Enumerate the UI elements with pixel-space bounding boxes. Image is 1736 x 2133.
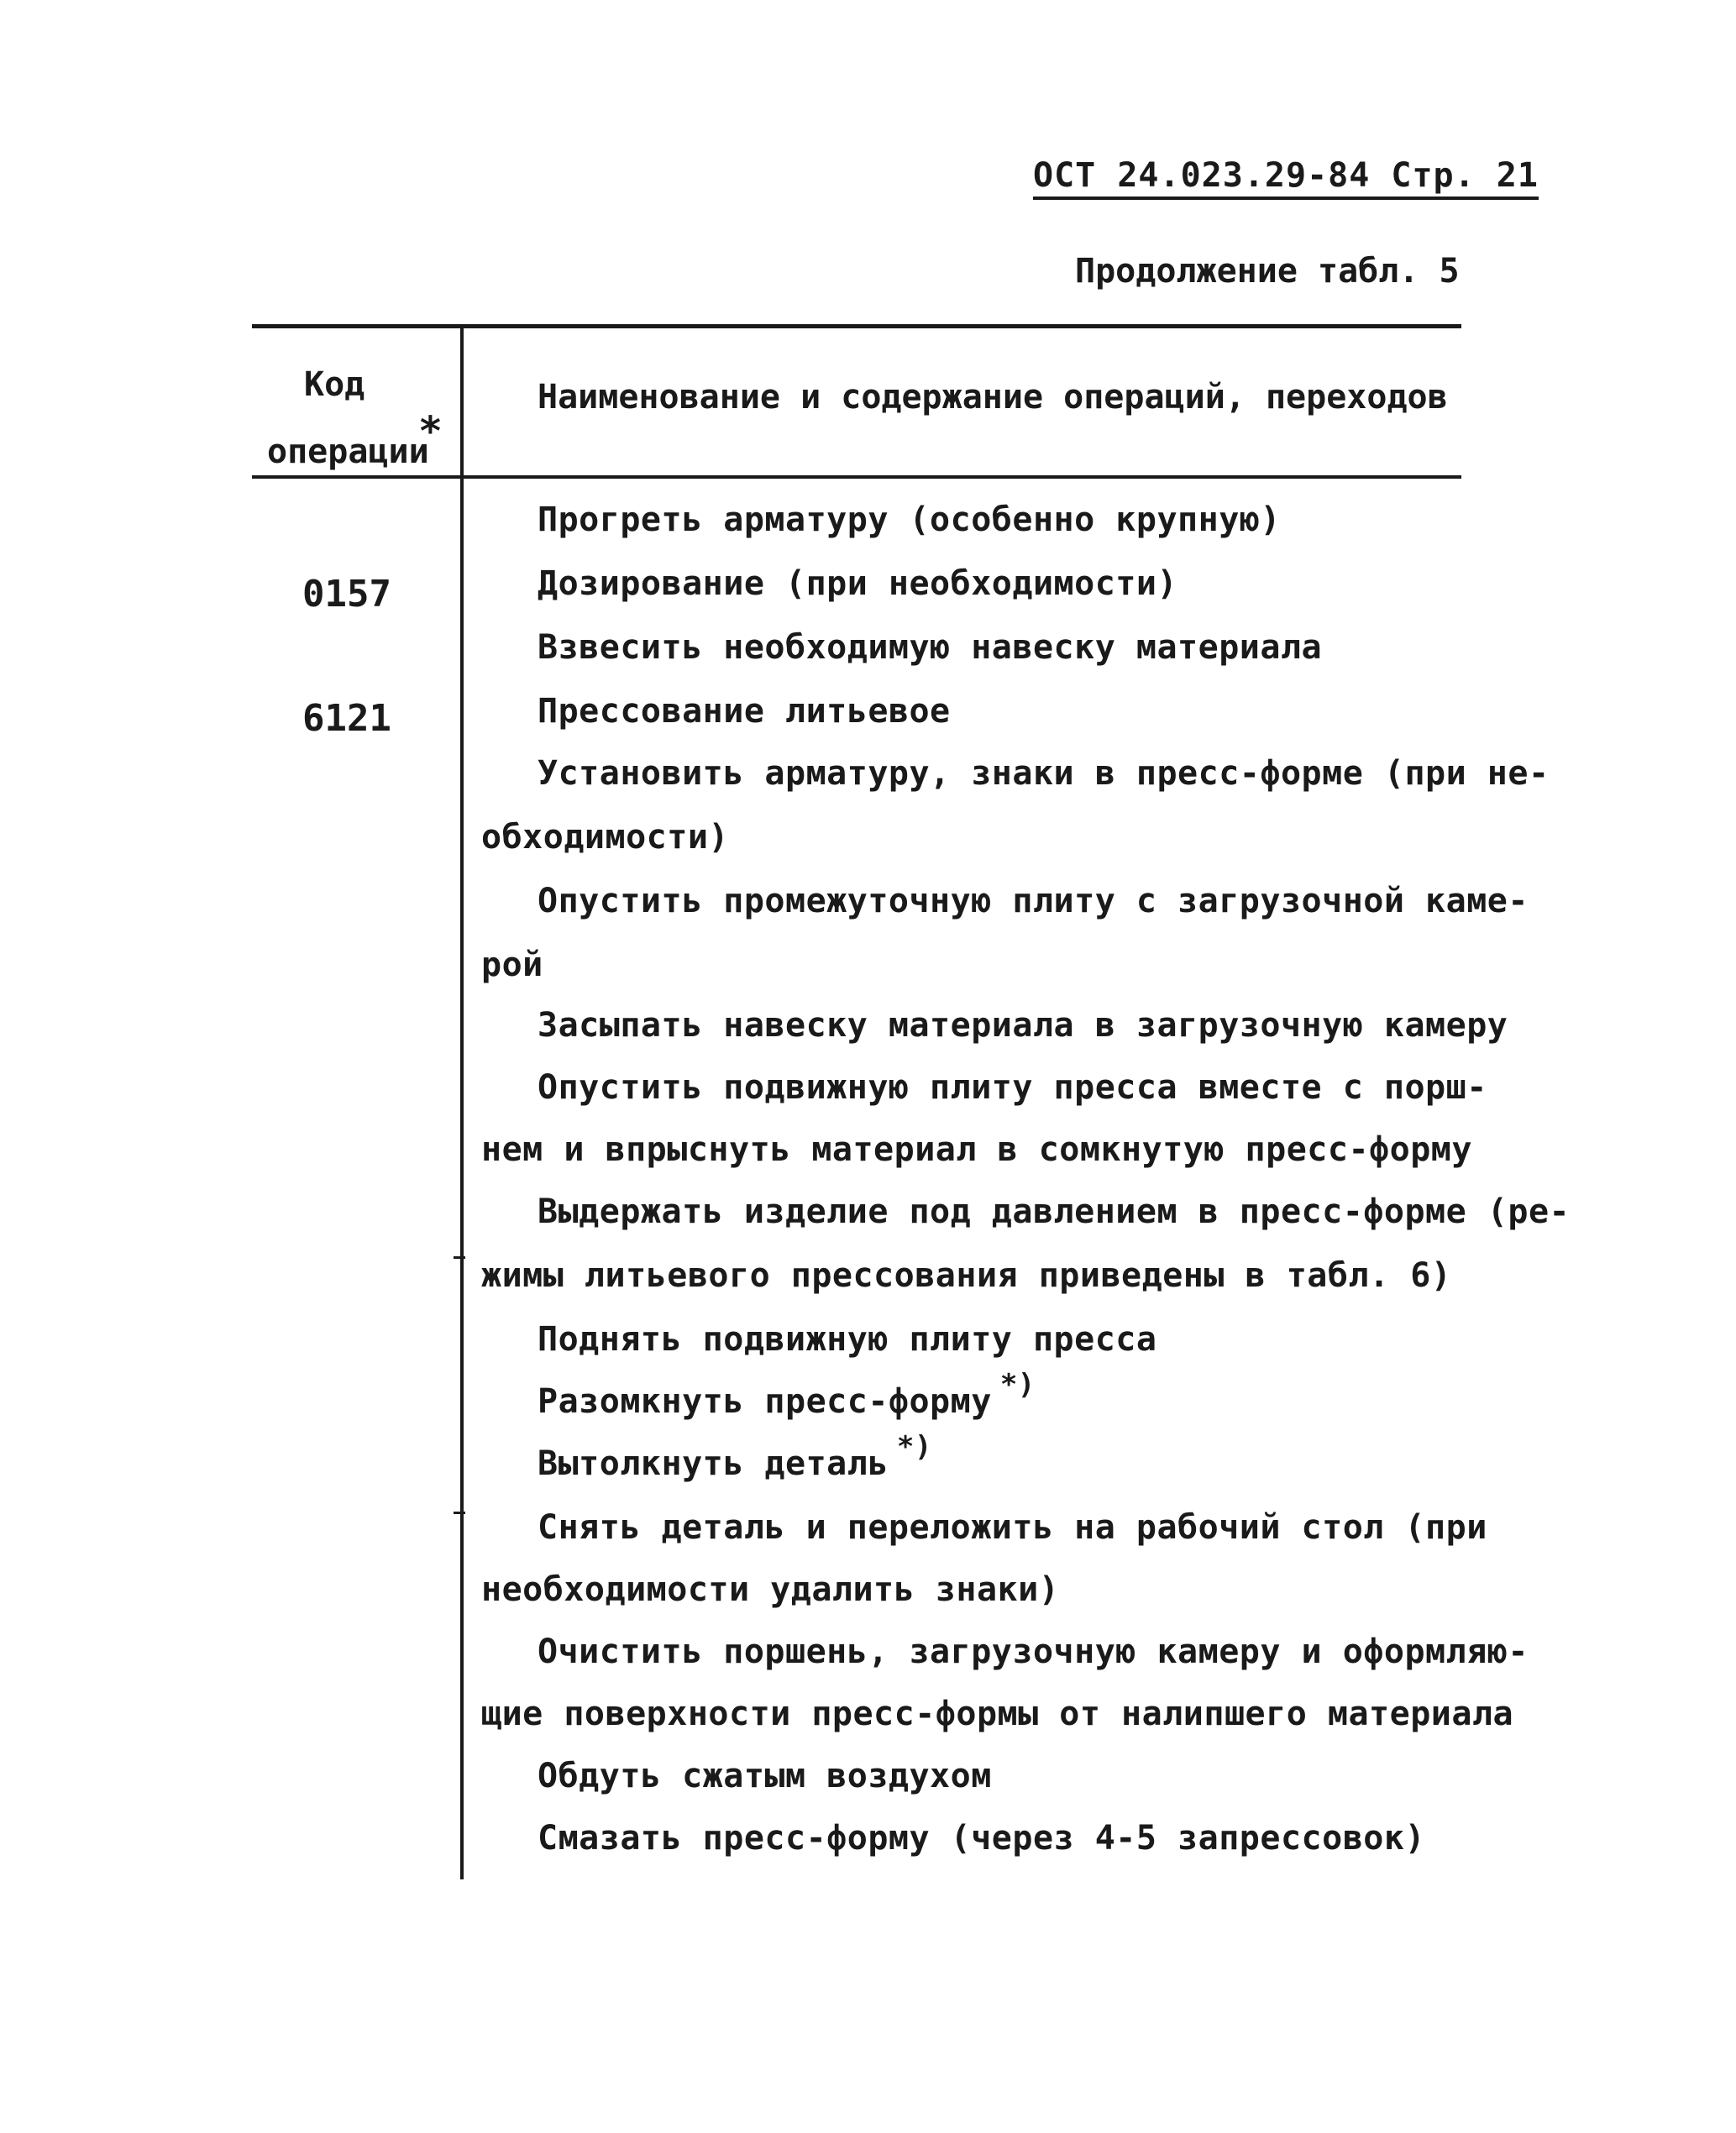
- table-continuation-label: Продолжение табл. 5: [1075, 252, 1460, 291]
- margin-tick: [454, 1512, 465, 1514]
- table-text-line: щие поверхности пресс-формы от налипшего материала: [481, 1695, 1514, 1733]
- table-text-line: Очистить поршень, загрузочную камеру и оформляю-: [538, 1633, 1529, 1671]
- table-text-line: жимы литьевого прессования приведены в табл. 6): [481, 1256, 1452, 1295]
- column-header-code-line1: Код: [304, 365, 365, 404]
- table-text-line: необходимости удалить знаки): [481, 1570, 1060, 1609]
- table-text-line: рой: [481, 946, 543, 984]
- column-header-code-line2: операции: [267, 432, 429, 471]
- table-text-line: Установить арматуру, знаки в пресс-форме (при не-: [538, 754, 1550, 793]
- table-text-line: Снять деталь и переложить на рабочий стол (при: [538, 1508, 1487, 1547]
- table-text-line: Разомкнуть пресс-форму: [538, 1382, 992, 1421]
- table-text-line: Опустить подвижную плиту пресса вместе с порш-: [538, 1068, 1487, 1107]
- table-text-line: Взвесить необходимую навеску материала: [538, 628, 1323, 667]
- margin-tick: [454, 1256, 465, 1259]
- table-text-line: Прессование литьевое: [538, 692, 951, 731]
- table-text-line: Обдуть сжатым воздухом: [538, 1757, 992, 1795]
- table-text-line: Засыпать навеску материала в загрузочную камеру: [538, 1006, 1508, 1045]
- table-top-rule: [252, 324, 1461, 328]
- table-text-line: нем и впрыснуть материал в сомкнутую пресс-форму: [481, 1130, 1472, 1169]
- table-text-line: обходимости): [481, 818, 729, 857]
- table-column-divider: [460, 326, 464, 1879]
- table-text-line: Смазать пресс-форму (через 4-5 запрессовок): [538, 1819, 1426, 1858]
- table-text-line: Опустить промежуточную плиту с загрузочной каме-: [538, 882, 1529, 920]
- footnote-mark: *): [999, 1368, 1036, 1402]
- operation-code: 6121: [302, 697, 391, 740]
- column-header-name: Наименование и содержание операций, переходов: [538, 378, 1448, 417]
- footnote-asterisk: *: [418, 408, 443, 455]
- table-text-line: Выдержать изделие под давлением в пресс-форме (ре-: [538, 1192, 1571, 1231]
- table-text-line: Поднять подвижную плиту пресса: [538, 1320, 1157, 1359]
- operation-code: 0157: [302, 573, 391, 616]
- column-header-code: [262, 351, 455, 485]
- table-text-line: Дозирование (при необходимости): [538, 564, 1178, 603]
- footnote-mark: *): [896, 1430, 932, 1464]
- table-text-line: Вытолкнуть деталь: [538, 1444, 889, 1483]
- table-text-line: Прогреть арматуру (особенно крупную): [538, 500, 1281, 539]
- document-code: ОСТ 24.023.29-84 Стр. 21: [1033, 156, 1539, 200]
